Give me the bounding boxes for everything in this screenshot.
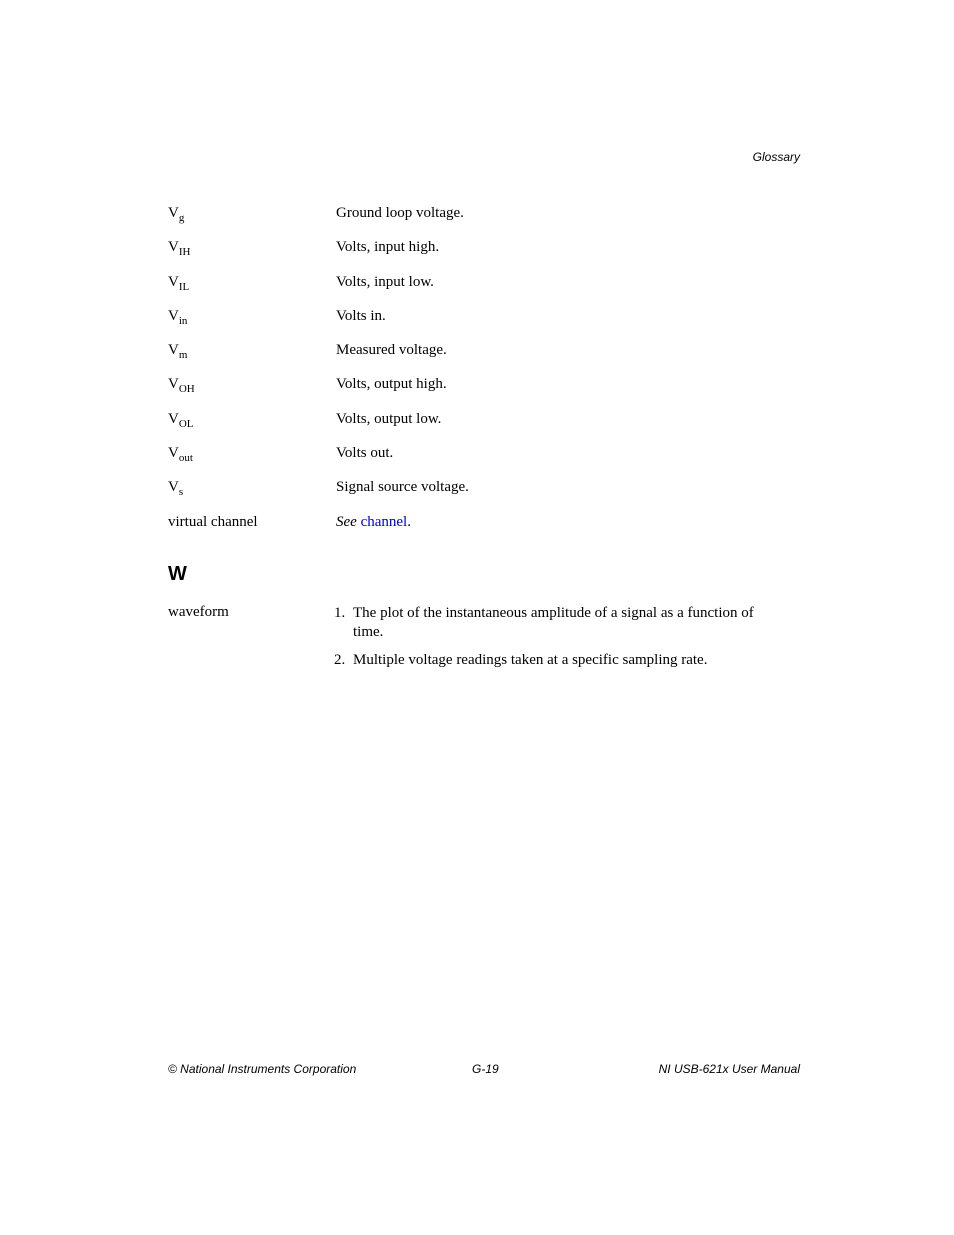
definition-item — [334, 604, 774, 642]
term-subscript: IH — [178, 246, 191, 259]
term-base: V — [168, 239, 179, 256]
definition-text: The plot of the instantaneous amplitude of a signal as a function of time. — [353, 605, 754, 640]
glossary-definition — [336, 514, 411, 531]
term-subscript: out — [178, 452, 193, 465]
glossary-definition: Volts, input high. — [336, 239, 440, 256]
definition-list — [334, 604, 774, 679]
definition-item — [334, 651, 774, 670]
glossary-entry — [168, 308, 800, 342]
glossary-definition: Ground loop voltage. — [336, 205, 464, 221]
term-base: V — [168, 273, 179, 290]
glossary-entry — [168, 411, 800, 445]
glossary-definition: Volts in. — [336, 307, 386, 324]
term-subscript: m — [178, 349, 188, 362]
glossary-entry — [168, 342, 800, 376]
term-base: V — [168, 342, 179, 359]
term-base: V — [168, 445, 179, 462]
glossary-entry — [168, 445, 800, 479]
glossary-term — [168, 479, 183, 498]
glossary-term — [168, 205, 184, 224]
glossary-term — [168, 308, 187, 327]
glossary-term: waveform — [168, 604, 229, 620]
glossary-definition: Volts, input low. — [336, 273, 434, 290]
glossary-entry — [168, 239, 800, 273]
see-label: See — [336, 513, 357, 530]
glossary-list — [168, 205, 800, 548]
term-subscript: OL — [178, 417, 194, 430]
glossary-term — [168, 342, 187, 361]
running-head: Glossary — [752, 150, 800, 164]
glossary-term — [168, 411, 194, 430]
definition-number: 2. — [334, 652, 346, 668]
glossary-term — [168, 274, 189, 293]
definition-number: 1. — [334, 605, 346, 621]
definition-text: Multiple voltage readings taken at a specific sampling rate. — [353, 652, 708, 668]
term-base: V — [168, 307, 179, 324]
term-subscript: in — [178, 314, 188, 327]
section-heading-w: W — [168, 563, 187, 585]
term-subscript: IL — [178, 280, 190, 293]
glossary-entry — [168, 376, 800, 410]
channel-link[interactable]: channel — [360, 513, 408, 530]
definition-period: . — [407, 513, 411, 530]
footer-manual-title: NI USB-621x User Manual — [658, 1062, 800, 1076]
term-base: V — [168, 205, 179, 221]
glossary-entry-virtual-channel — [168, 514, 800, 548]
term-base: V — [168, 479, 179, 496]
glossary-definition: Volts, output low. — [336, 410, 442, 427]
glossary-definition: Volts out. — [336, 445, 394, 462]
term-subscript: OH — [178, 383, 195, 396]
footer-copyright: © National Instruments Corporation — [168, 1062, 357, 1076]
glossary-entry — [168, 205, 800, 239]
glossary-term — [168, 376, 195, 395]
term-base: V — [168, 410, 179, 427]
term-subscript: s — [178, 486, 184, 499]
glossary-entry — [168, 274, 800, 308]
glossary-definition: Signal source voltage. — [336, 479, 469, 496]
term-base: V — [168, 376, 179, 393]
glossary-term — [168, 239, 190, 258]
term-subscript: g — [178, 212, 185, 224]
glossary-definition: Measured voltage. — [336, 342, 447, 359]
glossary-term: virtual channel — [168, 513, 258, 530]
glossary-entry — [168, 479, 800, 513]
glossary-definition: Volts, output high. — [336, 376, 447, 393]
glossary-term — [168, 445, 193, 464]
footer-page-number: G-19 — [472, 1062, 499, 1076]
